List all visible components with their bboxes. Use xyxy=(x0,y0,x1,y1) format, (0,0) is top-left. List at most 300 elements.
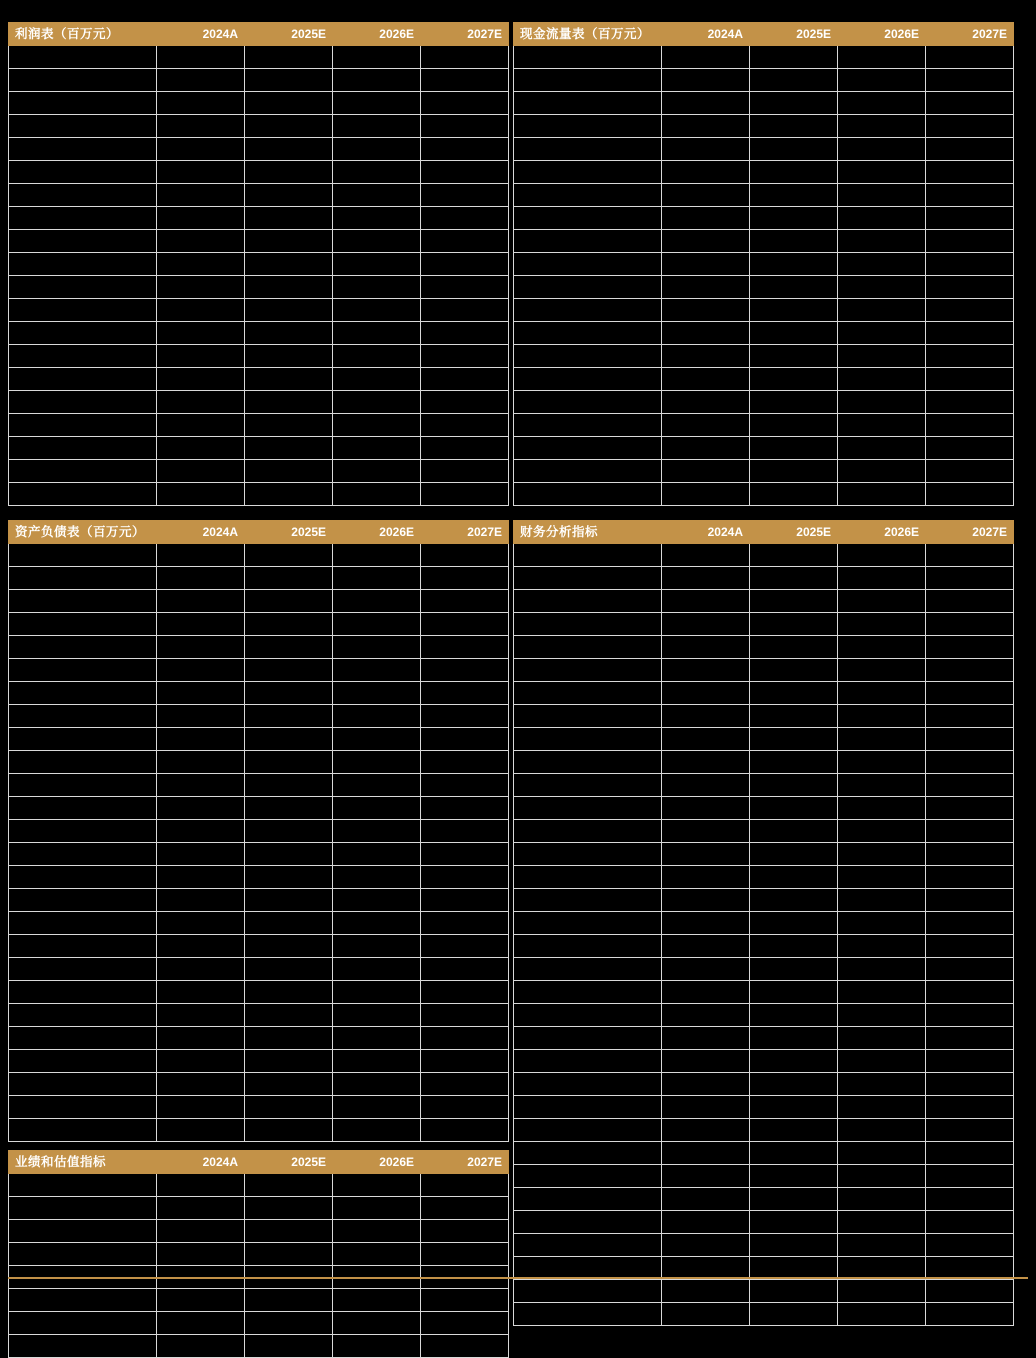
table-header-row xyxy=(9,521,509,544)
row-value-3 xyxy=(838,1073,926,1096)
row-value-4 xyxy=(926,437,1014,460)
row-value-3 xyxy=(333,544,421,567)
row-label xyxy=(9,1096,157,1119)
row-value-4 xyxy=(926,345,1014,368)
row-value-3 xyxy=(333,1335,421,1358)
row-value-1 xyxy=(662,889,750,912)
row-value-3 xyxy=(333,299,421,322)
table-row xyxy=(9,437,509,460)
row-label xyxy=(9,460,157,483)
row-value-1 xyxy=(662,774,750,797)
row-value-4 xyxy=(421,613,509,636)
row-label xyxy=(9,912,157,935)
row-value-1 xyxy=(157,544,245,567)
table-row xyxy=(514,590,1014,613)
row-value-2 xyxy=(750,391,838,414)
row-label xyxy=(9,437,157,460)
row-value-1 xyxy=(662,1188,750,1211)
performance-valuation-body xyxy=(9,1151,509,1358)
row-value-1 xyxy=(662,138,750,161)
left-column xyxy=(8,22,508,1358)
row-value-2 xyxy=(245,544,333,567)
row-value-4 xyxy=(926,1119,1014,1142)
row-value-3 xyxy=(333,437,421,460)
row-value-1 xyxy=(662,636,750,659)
row-value-4 xyxy=(926,1027,1014,1050)
row-label xyxy=(9,368,157,391)
table-row xyxy=(514,705,1014,728)
table-row xyxy=(514,636,1014,659)
table-row xyxy=(514,414,1014,437)
row-label xyxy=(514,866,662,889)
row-label xyxy=(9,705,157,728)
table-row xyxy=(514,1234,1014,1257)
row-value-1 xyxy=(662,184,750,207)
row-value-2 xyxy=(750,820,838,843)
row-value-4 xyxy=(926,230,1014,253)
row-value-1 xyxy=(157,797,245,820)
row-label xyxy=(9,935,157,958)
row-value-3 xyxy=(838,912,926,935)
row-value-2 xyxy=(245,184,333,207)
row-value-3 xyxy=(838,230,926,253)
row-value-3 xyxy=(838,391,926,414)
row-value-2 xyxy=(245,889,333,912)
row-value-3 xyxy=(838,253,926,276)
row-label xyxy=(514,115,662,138)
row-value-3 xyxy=(838,69,926,92)
table-row xyxy=(514,92,1014,115)
row-label xyxy=(9,1243,157,1266)
row-label xyxy=(514,1096,662,1119)
row-value-1 xyxy=(157,1220,245,1243)
row-value-4 xyxy=(421,46,509,69)
row-value-2 xyxy=(245,866,333,889)
row-value-3 xyxy=(333,1027,421,1050)
row-value-3 xyxy=(838,797,926,820)
row-label xyxy=(514,935,662,958)
row-value-2 xyxy=(750,751,838,774)
row-label xyxy=(514,889,662,912)
row-value-2 xyxy=(750,345,838,368)
performance-valuation-table-wrap xyxy=(8,1150,508,1358)
row-value-1 xyxy=(157,115,245,138)
table-row xyxy=(514,115,1014,138)
row-value-2 xyxy=(750,1303,838,1326)
row-value-3 xyxy=(333,843,421,866)
row-value-2 xyxy=(245,843,333,866)
table-row xyxy=(514,935,1014,958)
row-value-3 xyxy=(838,613,926,636)
row-value-4 xyxy=(421,1197,509,1220)
row-value-3 xyxy=(333,345,421,368)
row-value-4 xyxy=(421,1289,509,1312)
row-label xyxy=(514,46,662,69)
row-value-1 xyxy=(662,69,750,92)
row-value-1 xyxy=(157,682,245,705)
row-label xyxy=(9,774,157,797)
table-row xyxy=(514,774,1014,797)
row-value-4 xyxy=(421,391,509,414)
row-value-1 xyxy=(157,1289,245,1312)
row-label xyxy=(9,1197,157,1220)
row-value-4 xyxy=(421,322,509,345)
column-header-year-3: 2026E xyxy=(333,521,421,544)
row-value-4 xyxy=(926,253,1014,276)
table-row xyxy=(514,1303,1014,1326)
row-value-1 xyxy=(662,590,750,613)
table-row xyxy=(9,322,509,345)
row-value-1 xyxy=(157,820,245,843)
table-row xyxy=(514,1165,1014,1188)
row-value-3 xyxy=(333,161,421,184)
right-column xyxy=(513,22,1013,1326)
column-header-year-4: 2027E xyxy=(926,23,1014,46)
table-row xyxy=(514,1188,1014,1211)
row-value-2 xyxy=(750,253,838,276)
row-label xyxy=(9,751,157,774)
row-value-4 xyxy=(421,1027,509,1050)
table-row xyxy=(9,705,509,728)
row-label xyxy=(514,437,662,460)
row-value-3 xyxy=(838,437,926,460)
row-value-4 xyxy=(926,544,1014,567)
table-row xyxy=(514,483,1014,506)
row-value-3 xyxy=(333,414,421,437)
row-value-3 xyxy=(333,460,421,483)
row-value-2 xyxy=(245,368,333,391)
row-value-2 xyxy=(750,981,838,1004)
row-value-2 xyxy=(245,483,333,506)
table-row xyxy=(9,843,509,866)
row-value-1 xyxy=(662,1027,750,1050)
row-value-2 xyxy=(750,1096,838,1119)
row-label xyxy=(9,483,157,506)
table-row xyxy=(9,820,509,843)
row-label xyxy=(514,1211,662,1234)
table-title: 现金流量表（百万元） xyxy=(514,23,662,46)
row-value-1 xyxy=(662,981,750,1004)
column-header-year-1: 2024A xyxy=(662,23,750,46)
row-value-2 xyxy=(750,659,838,682)
row-value-4 xyxy=(926,1280,1014,1303)
table-row xyxy=(9,230,509,253)
row-value-3 xyxy=(333,1174,421,1197)
row-value-3 xyxy=(333,590,421,613)
row-value-4 xyxy=(421,636,509,659)
row-value-4 xyxy=(421,935,509,958)
row-value-3 xyxy=(838,1211,926,1234)
table-row xyxy=(9,797,509,820)
row-value-2 xyxy=(245,460,333,483)
row-value-1 xyxy=(662,368,750,391)
row-value-4 xyxy=(421,368,509,391)
row-value-4 xyxy=(926,1211,1014,1234)
column-header-year-2: 2025E xyxy=(245,1151,333,1174)
row-value-3 xyxy=(333,138,421,161)
row-value-2 xyxy=(750,636,838,659)
row-value-3 xyxy=(838,1096,926,1119)
row-value-3 xyxy=(838,981,926,1004)
row-value-1 xyxy=(662,1142,750,1165)
row-value-3 xyxy=(838,705,926,728)
income-statement-table-wrap xyxy=(8,22,508,506)
row-value-1 xyxy=(662,613,750,636)
row-value-2 xyxy=(750,958,838,981)
row-value-3 xyxy=(333,1119,421,1142)
row-value-3 xyxy=(333,1243,421,1266)
row-value-4 xyxy=(926,368,1014,391)
row-value-1 xyxy=(157,345,245,368)
balance-sheet-body xyxy=(9,521,509,1142)
row-value-2 xyxy=(750,912,838,935)
row-value-4 xyxy=(926,483,1014,506)
row-value-4 xyxy=(421,751,509,774)
table-row xyxy=(9,1197,509,1220)
row-label xyxy=(9,1027,157,1050)
row-value-1 xyxy=(662,253,750,276)
table-row xyxy=(514,1211,1014,1234)
row-value-3 xyxy=(838,276,926,299)
table-row xyxy=(9,299,509,322)
row-value-2 xyxy=(245,912,333,935)
table-row xyxy=(514,368,1014,391)
row-value-1 xyxy=(662,1004,750,1027)
row-value-3 xyxy=(333,368,421,391)
row-label xyxy=(9,1050,157,1073)
table-row xyxy=(514,437,1014,460)
row-value-4 xyxy=(926,69,1014,92)
column-header-year-2: 2025E xyxy=(750,23,838,46)
row-label xyxy=(514,981,662,1004)
row-value-3 xyxy=(333,1004,421,1027)
row-value-3 xyxy=(333,751,421,774)
row-label xyxy=(514,1004,662,1027)
row-value-2 xyxy=(750,207,838,230)
row-value-2 xyxy=(245,437,333,460)
table-row xyxy=(9,889,509,912)
row-value-1 xyxy=(157,774,245,797)
table-row xyxy=(514,659,1014,682)
row-value-1 xyxy=(662,567,750,590)
row-value-1 xyxy=(662,1050,750,1073)
row-value-3 xyxy=(333,705,421,728)
row-value-4 xyxy=(421,705,509,728)
row-value-2 xyxy=(750,1188,838,1211)
row-value-3 xyxy=(333,659,421,682)
row-value-3 xyxy=(838,460,926,483)
row-value-3 xyxy=(838,299,926,322)
row-label xyxy=(9,1073,157,1096)
row-value-1 xyxy=(662,1073,750,1096)
row-value-2 xyxy=(750,1234,838,1257)
row-label xyxy=(514,483,662,506)
table-row xyxy=(9,728,509,751)
row-value-4 xyxy=(926,1096,1014,1119)
row-value-3 xyxy=(838,820,926,843)
table-row xyxy=(514,299,1014,322)
row-label xyxy=(514,1165,662,1188)
row-value-2 xyxy=(750,705,838,728)
row-value-1 xyxy=(662,751,750,774)
row-value-1 xyxy=(662,414,750,437)
row-value-1 xyxy=(157,613,245,636)
row-label xyxy=(9,1335,157,1358)
table-row xyxy=(9,1312,509,1335)
row-value-4 xyxy=(421,544,509,567)
row-value-4 xyxy=(926,322,1014,345)
row-value-3 xyxy=(333,483,421,506)
row-value-2 xyxy=(750,115,838,138)
row-label xyxy=(9,345,157,368)
table-header-row xyxy=(514,521,1014,544)
row-value-4 xyxy=(926,414,1014,437)
performance-valuation-table xyxy=(8,1150,509,1358)
row-value-2 xyxy=(245,161,333,184)
row-value-3 xyxy=(838,889,926,912)
row-value-3 xyxy=(838,207,926,230)
row-value-2 xyxy=(750,483,838,506)
table-row xyxy=(514,866,1014,889)
table-row xyxy=(9,1220,509,1243)
row-value-1 xyxy=(157,567,245,590)
row-value-2 xyxy=(750,460,838,483)
table-row xyxy=(9,1335,509,1358)
row-value-3 xyxy=(333,981,421,1004)
row-value-4 xyxy=(926,705,1014,728)
row-value-4 xyxy=(421,161,509,184)
row-value-1 xyxy=(662,115,750,138)
row-value-4 xyxy=(926,46,1014,69)
row-value-2 xyxy=(750,728,838,751)
row-value-2 xyxy=(750,368,838,391)
table-row xyxy=(9,368,509,391)
table-row xyxy=(514,682,1014,705)
row-value-4 xyxy=(421,659,509,682)
row-value-1 xyxy=(662,207,750,230)
row-label xyxy=(9,1119,157,1142)
row-value-2 xyxy=(245,590,333,613)
row-value-1 xyxy=(157,912,245,935)
table-row xyxy=(514,253,1014,276)
cash-flow-table xyxy=(513,22,1014,506)
column-header-year-3: 2026E xyxy=(333,23,421,46)
row-value-3 xyxy=(838,728,926,751)
table-title: 财务分析指标 xyxy=(514,521,662,544)
row-value-3 xyxy=(838,544,926,567)
table-row xyxy=(9,912,509,935)
row-value-1 xyxy=(662,161,750,184)
column-header-year-1: 2024A xyxy=(662,521,750,544)
row-label xyxy=(514,1303,662,1326)
row-value-2 xyxy=(245,1004,333,1027)
row-value-4 xyxy=(421,1220,509,1243)
row-label xyxy=(514,184,662,207)
row-value-4 xyxy=(421,1174,509,1197)
financial-ratios-body xyxy=(514,521,1014,1326)
row-value-4 xyxy=(926,1142,1014,1165)
table-row xyxy=(514,1096,1014,1119)
row-value-3 xyxy=(333,682,421,705)
table-row xyxy=(9,460,509,483)
table-row xyxy=(514,230,1014,253)
row-label xyxy=(9,138,157,161)
row-value-4 xyxy=(421,1096,509,1119)
row-value-4 xyxy=(421,797,509,820)
row-value-4 xyxy=(421,912,509,935)
column-header-year-2: 2025E xyxy=(750,521,838,544)
row-value-1 xyxy=(662,276,750,299)
row-value-3 xyxy=(333,1050,421,1073)
table-row xyxy=(9,276,509,299)
row-value-1 xyxy=(662,820,750,843)
row-value-3 xyxy=(838,115,926,138)
row-label xyxy=(514,299,662,322)
row-value-3 xyxy=(333,253,421,276)
row-value-3 xyxy=(838,1027,926,1050)
row-label xyxy=(514,345,662,368)
table-row xyxy=(514,1142,1014,1165)
row-value-4 xyxy=(926,115,1014,138)
table-row xyxy=(9,682,509,705)
table-row xyxy=(9,636,509,659)
row-value-3 xyxy=(838,483,926,506)
table-row xyxy=(514,981,1014,1004)
row-value-4 xyxy=(421,1004,509,1027)
row-value-3 xyxy=(333,322,421,345)
table-row xyxy=(514,460,1014,483)
row-label xyxy=(514,1142,662,1165)
table-row xyxy=(514,613,1014,636)
table-row xyxy=(9,184,509,207)
row-label xyxy=(514,276,662,299)
row-value-3 xyxy=(838,161,926,184)
row-value-2 xyxy=(750,567,838,590)
row-value-1 xyxy=(157,46,245,69)
row-value-3 xyxy=(333,866,421,889)
row-label xyxy=(9,92,157,115)
table-row xyxy=(514,207,1014,230)
row-value-2 xyxy=(750,276,838,299)
row-label xyxy=(514,682,662,705)
table-row xyxy=(9,1096,509,1119)
row-value-3 xyxy=(333,1220,421,1243)
row-value-3 xyxy=(838,1234,926,1257)
row-value-3 xyxy=(333,912,421,935)
row-value-1 xyxy=(662,1280,750,1303)
row-value-3 xyxy=(333,230,421,253)
row-label xyxy=(514,636,662,659)
table-row xyxy=(514,46,1014,69)
table-row xyxy=(514,1280,1014,1303)
row-value-3 xyxy=(333,935,421,958)
row-value-2 xyxy=(245,958,333,981)
table-row xyxy=(9,207,509,230)
row-value-4 xyxy=(926,889,1014,912)
row-value-1 xyxy=(157,1096,245,1119)
row-value-3 xyxy=(333,184,421,207)
row-value-1 xyxy=(157,1027,245,1050)
table-row xyxy=(9,483,509,506)
row-value-3 xyxy=(333,797,421,820)
table-row xyxy=(514,544,1014,567)
row-value-2 xyxy=(245,1197,333,1220)
row-value-1 xyxy=(157,659,245,682)
table-row xyxy=(514,1027,1014,1050)
table-title: 资产负债表（百万元） xyxy=(9,521,157,544)
row-value-4 xyxy=(421,866,509,889)
row-value-2 xyxy=(750,1119,838,1142)
